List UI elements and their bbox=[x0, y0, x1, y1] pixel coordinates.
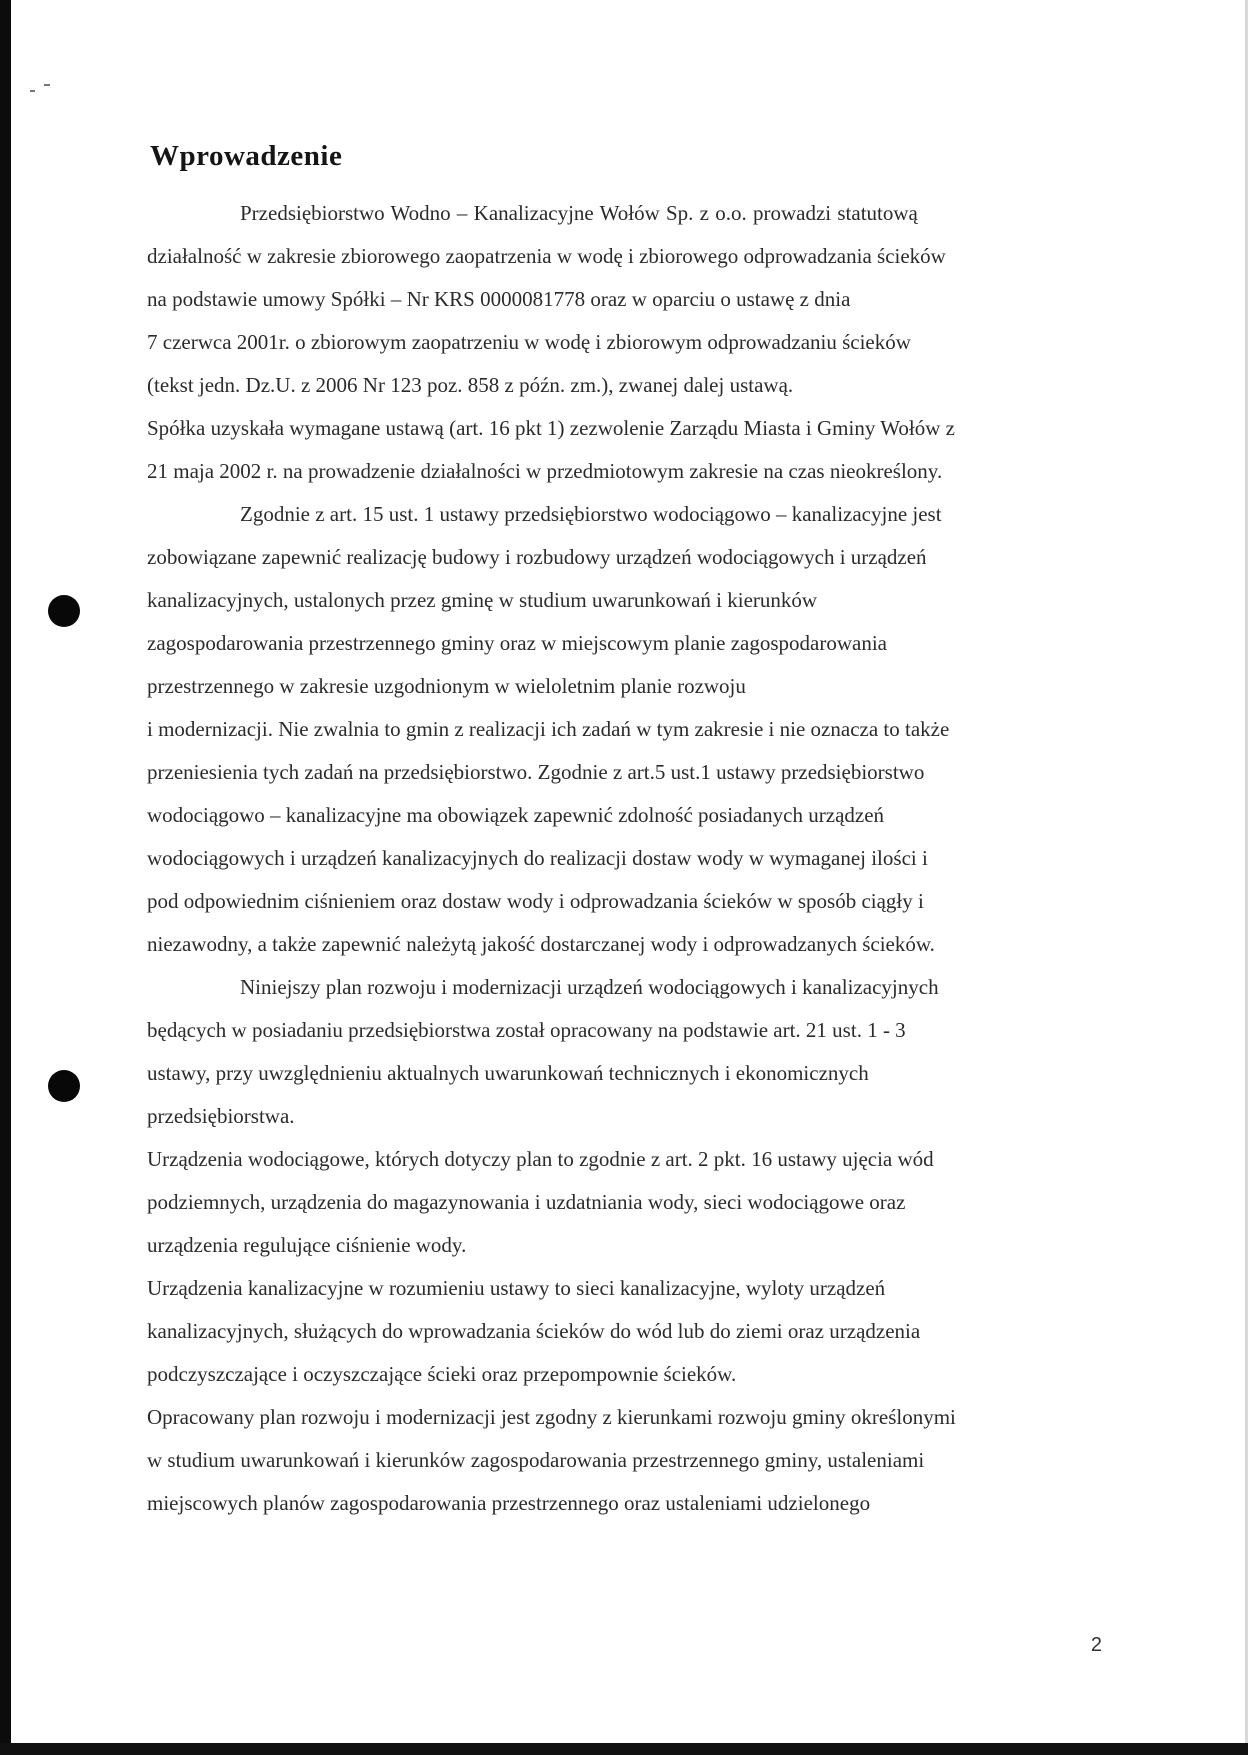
scan-edge-left bbox=[0, 0, 11, 1755]
punch-hole bbox=[48, 595, 80, 627]
text-line: Opracowany plan rozwoju i modernizacji jest zgodny z kierunkami rozwoju gminy określonymi bbox=[147, 1405, 956, 1429]
scan-speck bbox=[30, 90, 35, 92]
text-line: miejscowych planów zagospodarowania przestrzennego oraz ustaleniami udzielonego bbox=[147, 1491, 871, 1515]
text-line: pod odpowiednim ciśnieniem oraz dostaw wody i odprowadzania ścieków w sposób ciągły i bbox=[147, 889, 924, 913]
text-line: na podstawie umowy Spółki – Nr KRS 0000081778 oraz w oparciu o ustawę z dnia bbox=[147, 287, 851, 311]
text-line: wodociągowych i urządzeń kanalizacyjnych do realizacji dostaw wody w wymaganej ilości i bbox=[147, 846, 928, 870]
scan-edge-bottom bbox=[0, 1743, 1248, 1755]
text-line: przestrzennego w zakresie uzgodnionym w wieloletnim planie rozwoju bbox=[147, 674, 746, 698]
text-line: Niniejszy plan rozwoju i modernizacji urządzeń wodociągowych i kanalizacyjnych bbox=[240, 975, 939, 999]
punch-hole bbox=[48, 1070, 80, 1102]
text-line: przeniesienia tych zadań na przedsiębiorstwo. Zgodnie z art.5 ust.1 ustawy przedsiębiorstwo bbox=[147, 760, 925, 784]
text-line: urządzenia regulujące ciśnienie wody. bbox=[147, 1233, 467, 1257]
text-line: przedsiębiorstwa. bbox=[147, 1104, 295, 1128]
text-line: Zgodnie z art. 15 ust. 1 ustawy przedsiębiorstwo wodociągowo – kanalizacyjne jest bbox=[240, 502, 942, 526]
text-line: zagospodarowania przestrzennego gminy oraz w miejscowym planie zagospodarowania bbox=[147, 631, 887, 655]
text-line: podczyszczające i oczyszczające ścieki oraz przepompownie ścieków. bbox=[147, 1362, 737, 1386]
text-line: 21 maja 2002 r. na prowadzenie działalności w przedmiotowym zakresie na czas nieokreślony. bbox=[147, 459, 943, 483]
scan-speck bbox=[44, 84, 50, 86]
text-line: ustawy, przy uwzględnieniu aktualnych uwarunkowań technicznych i ekonomicznych bbox=[147, 1061, 869, 1085]
text-line: kanalizacyjnych, ustalonych przez gminę w studium uwarunkowań i kierunków bbox=[147, 588, 818, 612]
text-line: Urządzenia wodociągowe, których dotyczy plan to zgodnie z art. 2 pkt. 16 ustawy ujęcia wód bbox=[147, 1147, 934, 1171]
text-line: będących w posiadaniu przedsiębiorstwa został opracowany na podstawie art. 21 ust. 1 - 3 bbox=[147, 1018, 906, 1042]
text-line: Spółka uzyskała wymagane ustawą (art. 16 pkt 1) zezwolenie Zarządu Miasta i Gminy Wołów z bbox=[147, 416, 955, 440]
text-line: zobowiązane zapewnić realizację budowy i rozbudowy urządzeń wodociągowych i urządzeń bbox=[147, 545, 927, 569]
text-line: niezawodny, a także zapewnić należytą jakość dostarczanej wody i odprowadzanych ścieków. bbox=[147, 932, 935, 956]
text-line: podziemnych, urządzenia do magazynowania i uzdatniania wody, sieci wodociągowe oraz bbox=[147, 1190, 906, 1214]
text-line: (tekst jedn. Dz.U. z 2006 Nr 123 poz. 858 z późn. zm.), zwanej dalej ustawą. bbox=[147, 373, 794, 397]
text-line: Urządzenia kanalizacyjne w rozumieniu ustawy to sieci kanalizacyjne, wyloty urządzeń bbox=[147, 1276, 886, 1300]
text-line: i modernizacji. Nie zwalnia to gmin z realizacji ich zadań w tym zakresie i nie oznacza to także bbox=[147, 717, 950, 741]
page-number: 2 bbox=[1090, 1634, 1102, 1656]
text-line: wodociągowo – kanalizacyjne ma obowiązek zapewnić zdolność posiadanych urządzeń bbox=[147, 803, 885, 827]
text-line: w studium uwarunkowań i kierunków zagospodarowania przestrzennego gminy, ustaleniami bbox=[147, 1448, 925, 1472]
text-line: działalność w zakresie zbiorowego zaopatrzenia w wodę i zbiorowego odprowadzania ścieków bbox=[147, 244, 946, 268]
text-line: Przedsiębiorstwo Wodno – Kanalizacyjne Wołów Sp. z o.o. prowadzi statutową bbox=[240, 201, 918, 225]
text-line: 7 czerwca 2001r. o zbiorowym zaopatrzeniu w wodę i zbiorowym odprowadzaniu ścieków bbox=[147, 330, 911, 354]
text-line: kanalizacyjnych, służących do wprowadzania ścieków do wód lub do ziemi oraz urządzenia bbox=[147, 1319, 921, 1343]
section-title: Wprowadzenie bbox=[150, 140, 343, 172]
